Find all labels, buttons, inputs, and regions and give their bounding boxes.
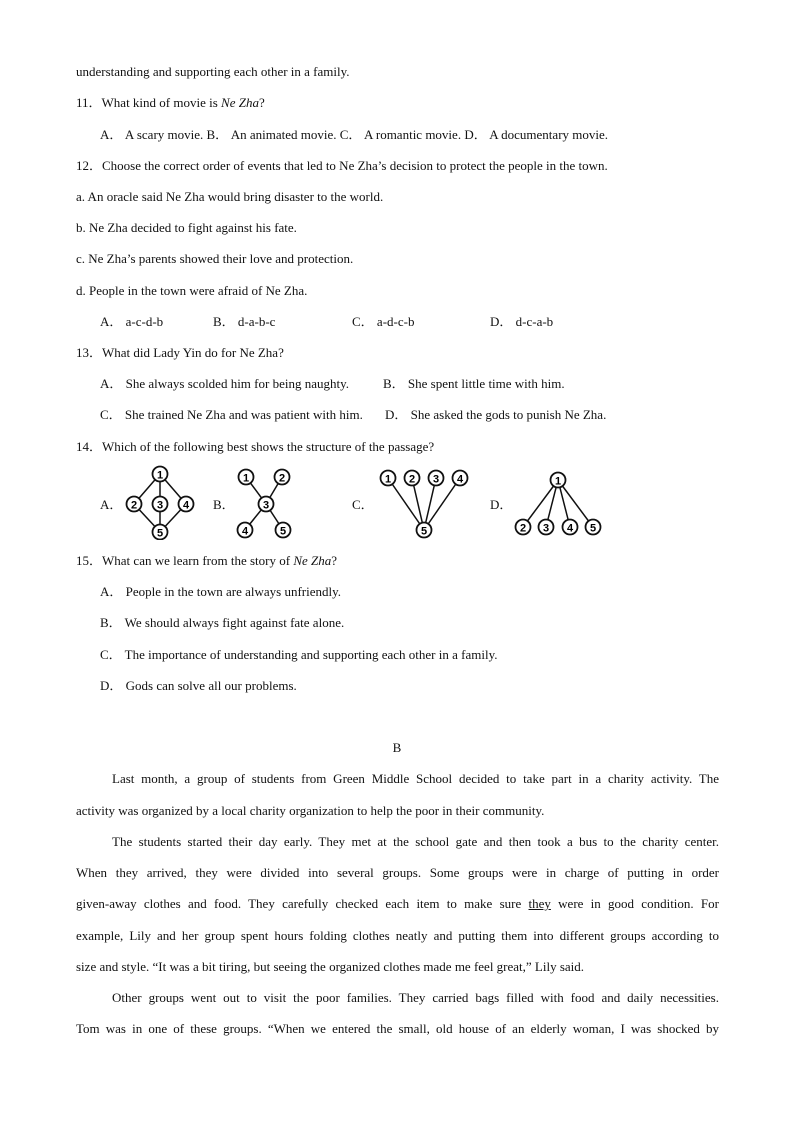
event-a: a. An oracle said Ne Zha would bring disaster to the world.: [76, 189, 384, 204]
passage-line: size and style. “It was a bit tiring, but seeing the organized clothes made me feel great,” Lily said.: [76, 959, 585, 974]
event-c: c. Ne Zha’s parents showed their love and protection.: [76, 251, 354, 266]
question-number: 12．: [76, 158, 103, 173]
svg-text:4: 4: [241, 525, 249, 538]
carryover-line: understanding and supporting each other in a family.: [76, 64, 350, 79]
svg-text:3: 3: [262, 499, 270, 512]
passage-line: activity was organized by a local charity organization to help the poor in their community.: [76, 803, 545, 818]
passage-line: Other groups went out to visit the poor families. They carried bags filled with food and daily necessities.: [112, 990, 719, 1005]
event-b: b. Ne Zha decided to fight against his fate.: [76, 220, 297, 235]
svg-text:3: 3: [156, 499, 164, 512]
option-a-label: A．: [100, 497, 123, 512]
node: [239, 470, 254, 485]
svg-text:5: 5: [156, 527, 164, 540]
option-d: D． She asked the gods to punish Ne Zha.: [385, 407, 607, 422]
question-stem: What kind of movie is: [101, 95, 222, 110]
node: [417, 523, 432, 538]
event-d: d. People in the town were afraid of Ne Zha.: [76, 283, 308, 298]
passage-line: Tom was in one of these groups. “When we entered the small, old house of an elderly woman, I was shocked by: [76, 1021, 719, 1036]
underlined-word: they: [528, 896, 551, 911]
svg-text:5: 5: [589, 522, 597, 535]
node: [429, 471, 444, 486]
node: [153, 525, 168, 540]
passage-line: example, Lily and her group spent hours folding clothes neatly and putting them into different groups according to: [76, 928, 719, 943]
node: [275, 470, 290, 485]
node: [405, 471, 420, 486]
question-number: 11．: [76, 95, 102, 110]
passage-line: Last month, a group of students from Green Middle School decided to take part in a charity activity. The: [112, 771, 719, 786]
question-stem: Which of the following best shows the structure of the passage?: [102, 439, 435, 454]
node: [276, 523, 291, 538]
node: [381, 471, 396, 486]
movie-title: Ne Zha: [293, 553, 332, 568]
node: [539, 520, 554, 535]
svg-text:4: 4: [456, 473, 464, 486]
option-d: D． d-c-a-b: [490, 314, 554, 329]
section-heading: B: [392, 740, 402, 755]
question-14: [76, 439, 434, 455]
node: [259, 497, 274, 512]
option-c-label: C．: [352, 497, 374, 512]
svg-text:5: 5: [420, 525, 428, 538]
node: [453, 471, 468, 486]
option-b-label: B．: [213, 497, 235, 512]
svg-text:2: 2: [408, 473, 416, 486]
node: [153, 497, 168, 512]
passage-line: The students started their day early. They met at the school gate and then took a bus to the charity center.: [112, 834, 719, 849]
question-stem: Choose the correct order of events that led to Ne Zha’s decision to protect the people in the town.: [102, 158, 608, 173]
option-d-label: D．: [490, 497, 513, 512]
option-b: B． We should always fight against fate alone.: [100, 615, 345, 630]
svg-text:1: 1: [156, 469, 164, 482]
question-13: [76, 345, 284, 361]
option-a: A． She always scolded him for being naughty.: [100, 376, 349, 391]
option-d: D． Gods can solve all our problems.: [100, 678, 297, 693]
question-stem: What did Lady Yin do for Ne Zha?: [102, 345, 284, 360]
structure-diagram-c: [376, 467, 472, 541]
option-c: C． a-d-c-b: [352, 314, 415, 329]
question-number: 13．: [76, 345, 103, 360]
question-11: 11．What kind of movie is Ne Zha?: [76, 95, 265, 110]
svg-text:5: 5: [279, 525, 287, 538]
movie-title: Ne Zha: [221, 95, 259, 110]
option-b: B． d-a-b-c: [213, 314, 276, 329]
question-stem: What can we learn from the story of: [102, 553, 294, 568]
question-12: [76, 158, 608, 174]
question-number: 14．: [76, 439, 103, 454]
node: [563, 520, 578, 535]
node: [586, 520, 601, 535]
option-c: C． She trained Ne Zha and was patient with him.: [100, 407, 363, 422]
node: [153, 467, 168, 482]
structure-diagram-b: [234, 466, 298, 540]
option-a: A． a-c-d-b: [100, 314, 164, 329]
svg-text:1: 1: [384, 473, 392, 486]
svg-text:2: 2: [278, 472, 286, 485]
node: [179, 497, 194, 512]
svg-text:3: 3: [542, 522, 550, 535]
question-11-options: A． A scary movie. B． An animated movie. C． A romantic movie. D． A documentary movie.: [100, 127, 609, 142]
svg-text:3: 3: [432, 473, 440, 486]
structure-diagram-d: [512, 470, 606, 538]
structure-diagram-a: [122, 464, 198, 540]
node: [516, 520, 531, 535]
question-number: 15．: [76, 553, 103, 568]
node: [551, 473, 566, 488]
svg-text:1: 1: [554, 475, 562, 488]
svg-text:4: 4: [566, 522, 574, 535]
option-a: A． People in the town are always unfriendly.: [100, 584, 342, 599]
question-15: 15．What can we learn from the story of Ne Zha?: [76, 553, 338, 568]
svg-text:1: 1: [242, 472, 250, 485]
svg-text:2: 2: [130, 499, 138, 512]
svg-text:4: 4: [182, 499, 190, 512]
svg-text:2: 2: [519, 522, 527, 535]
passage-line: given-away clothes and food. They carefully checked each item to make sure they were in good condition. For: [76, 896, 719, 911]
passage-line: When they arrived, they were divided into several groups. Some groups were in charge of putting in order: [76, 865, 719, 880]
option-c: C． The importance of understanding and supporting each other in a family.: [100, 647, 498, 662]
option-b: B． She spent little time with him.: [383, 376, 565, 391]
node: [127, 497, 142, 512]
node: [238, 523, 253, 538]
